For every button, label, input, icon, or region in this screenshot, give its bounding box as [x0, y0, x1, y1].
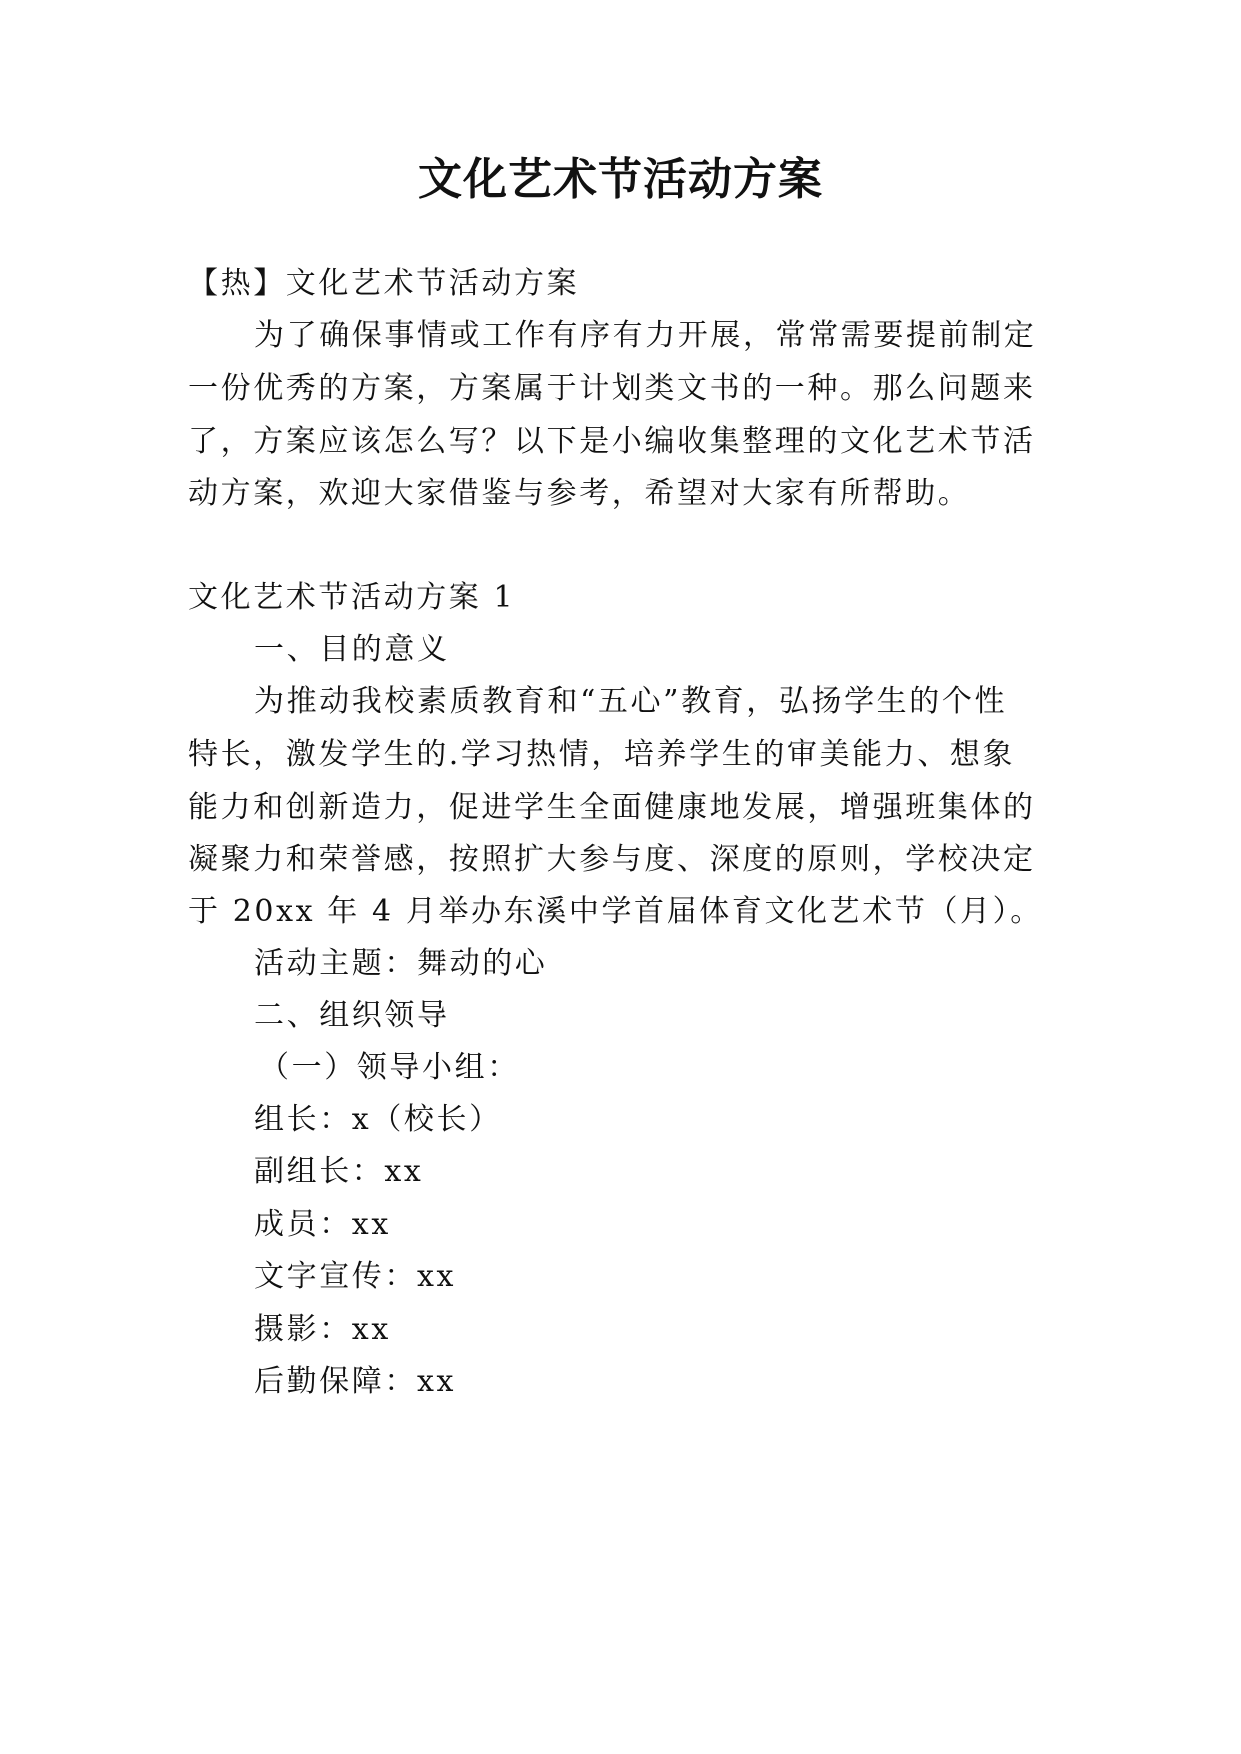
member-photography: 摄影：xx [254, 1312, 391, 1347]
purpose-line-4: 凝聚力和荣誉感，按照扩大参与度、深度的原则，学校决定 [188, 842, 1036, 877]
activity-theme: 活动主题：舞动的心 [254, 946, 548, 981]
intro-line-1: 为了确保事情或工作有序有力开展，常常需要提前制定 [254, 318, 1037, 353]
member-logistics: 后勤保障：xx [254, 1364, 457, 1399]
section-title: 文化艺术节活动方案 1 [188, 580, 516, 615]
member-publicity: 文字宣传：xx [254, 1259, 457, 1294]
member-deputy-leader: 副组长：xx [254, 1154, 424, 1189]
member-leader: 组长：x（校长） [254, 1102, 502, 1137]
member-members: 成员：xx [254, 1207, 391, 1242]
document-title: 文化艺术节活动方案 [418, 154, 823, 205]
purpose-line-1: 为推动我校素质教育和“五心”教育，弘扬学生的个性 [254, 684, 1008, 719]
intro-line-4: 动方案，欢迎大家借鉴与参考，希望对大家有所帮助。 [188, 476, 971, 511]
intro-line-2: 一份优秀的方案，方案属于计划类文书的一种。那么问题来 [188, 371, 1036, 406]
intro-heading: 【热】文化艺术节活动方案 [188, 266, 580, 301]
heading-purpose: 一、目的意义 [254, 632, 450, 667]
heading-organization: 二、组织领导 [254, 998, 450, 1033]
purpose-line-5: 于 20xx 年 4 月举办东溪中学首届体育文化艺术节（月）。 [188, 894, 1043, 929]
purpose-line-2: 特长，激发学生的.学习热情，培养学生的审美能力、想象 [188, 737, 1016, 772]
purpose-line-3: 能力和创新造力，促进学生全面健康地发展，增强班集体的 [188, 790, 1036, 825]
intro-line-3: 了，方案应该怎么写？以下是小编收集整理的文化艺术节活 [188, 424, 1036, 459]
subheading-leadership-group: （一）领导小组： [259, 1050, 520, 1085]
